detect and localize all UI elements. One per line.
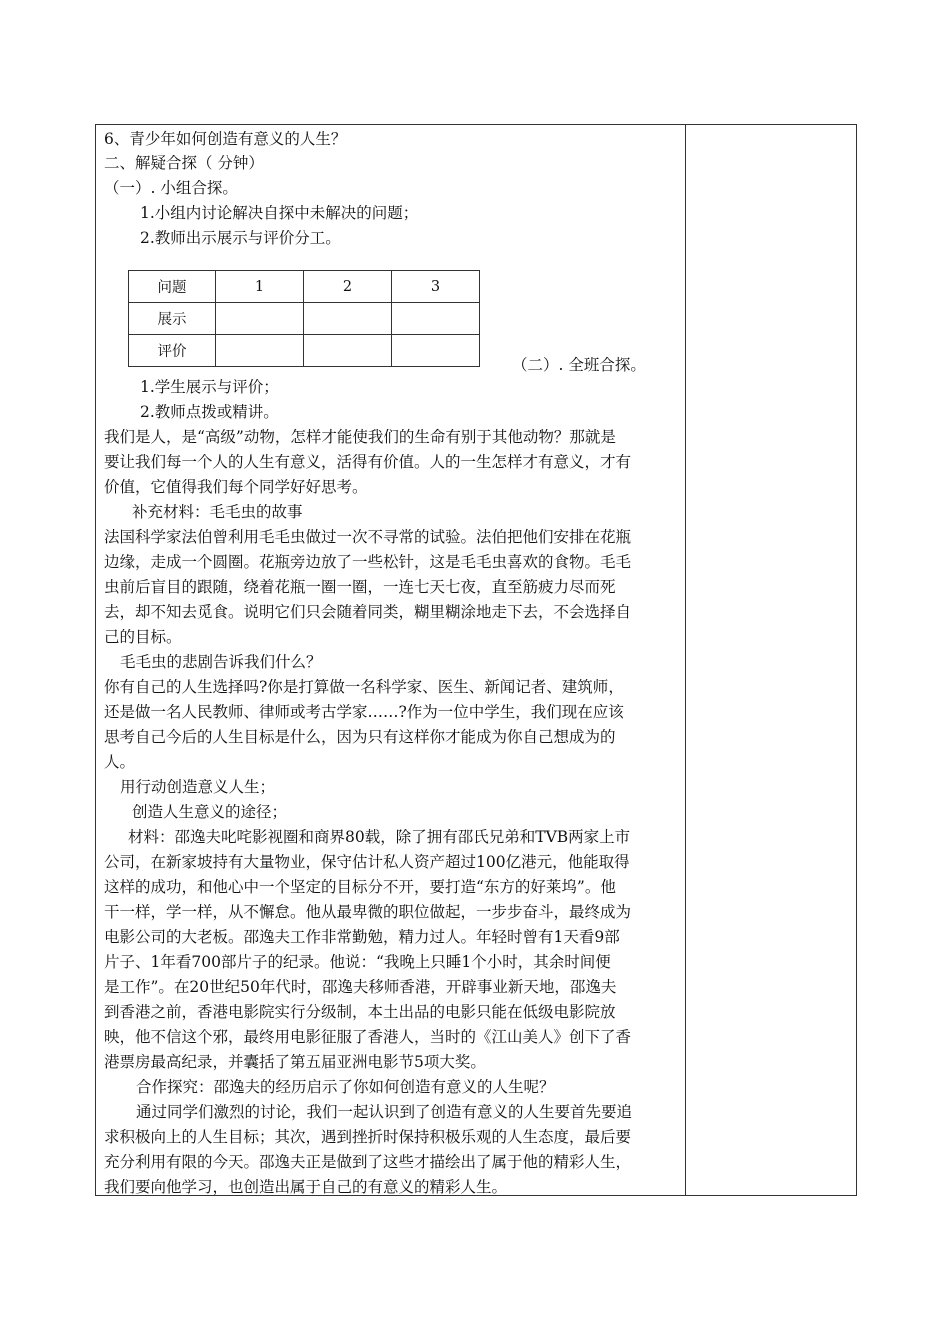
table-cell — [304, 335, 392, 367]
paragraph-line: 要让我们每一个人的人生有意义，活得有价值。人的一生怎样才有意义，才有 — [104, 453, 632, 471]
table-header-row — [129, 271, 480, 303]
table-header-cell: 1 — [216, 271, 304, 303]
paragraph-line: 到香港之前，香港电影院实行分级制，本土出品的电影只能在低级电影院放 — [104, 1003, 616, 1021]
paragraph-line: 港票房最高纪录，并囊括了第五届亚洲电影节5项大奖。 — [104, 1053, 486, 1071]
section-2-heading: 二、解疑合探（ 分钟） — [104, 154, 264, 172]
paragraph-line: 边缘，走成一个圆圈。花瓶旁边放了一些松针，这是毛毛虫喜欢的食物。毛毛 — [104, 553, 632, 571]
paragraph-line: 通过同学们激烈的讨论，我们一起认识到了创造有意义的人生要首先要追 — [136, 1103, 633, 1121]
paragraph-line: 法国科学家法伯曾利用毛毛虫做过一次不寻常的试验。法伯把他们安排在花瓶 — [104, 528, 632, 546]
paragraph-line: 片子、1年看700部片子的纪录。他说：“我晚上只睡1个小时，其余时间便 — [104, 953, 611, 971]
supplement-heading: 补充材料：毛毛虫的故事 — [132, 503, 303, 521]
paragraph-line: 思考自己今后的人生目标是什么，因为只有这样你才能成为你自己想成为的 — [104, 728, 616, 746]
approach-heading: 创造人生意义的途径； — [132, 803, 288, 821]
paragraph-line: 虫前后盲目的跟随，绕着花瓶一圈一圈，一连七天七夜，直至筋疲力尽而死 — [104, 578, 616, 596]
table-cell — [216, 335, 304, 367]
table-row-label: 展示 — [129, 303, 216, 335]
paragraph-line: 人。 — [104, 753, 136, 771]
paragraph-line: 干一样，学一样，从不懈怠。他从最卑微的职位做起，一步步奋斗，最终成为 — [104, 903, 632, 921]
table-cell — [216, 303, 304, 335]
cooperative-inquiry: 合作探究：邵逸夫的经历启示了你如何创造有意义的人生呢？ — [136, 1078, 555, 1096]
table-header-cell: 3 — [392, 271, 480, 303]
paragraph-line: 还是做一名人民教师、律师或考古学家……?作为一位中学生，我们现在应该 — [104, 703, 624, 721]
paragraph-line: 是工作”。在20世纪50年代时，邵逸夫移师香港，开辟事业新天地，邵逸夫 — [104, 978, 617, 996]
table-header-cell: 问题 — [129, 271, 216, 303]
step-b: 2.教师点拨或精讲。 — [140, 403, 279, 421]
paragraph-line: 电影公司的大老板。邵逸夫工作非常勤勉，精力过人。年轻时曾有1天看9部 — [104, 928, 620, 946]
paragraph-line: 价值，它值得我们每个同学好好思考。 — [104, 478, 368, 496]
table-header-cell: 2 — [304, 271, 392, 303]
paragraph-line: 映，他不信这个邪，最终用电影征服了香港人，当时的《江山美人》创下了香 — [104, 1028, 632, 1046]
paragraph-line: 充分利用有限的今天。邵逸夫正是做到了这些才描绘出了属于他的精彩人生， — [104, 1153, 632, 1171]
table-cell — [392, 335, 480, 367]
paragraph-line: 我们要向他学习，也创造出属于自己的有意义的精彩人生。 — [104, 1178, 508, 1196]
assignment-table — [128, 270, 480, 367]
paragraph-line: 我们是人，是“高级”动物，怎样才能使我们的生命有别于其他动物？那就是 — [104, 428, 616, 446]
table-row — [129, 335, 480, 367]
paragraph-line: 这样的成功，和他心中一个坚定的目标分不开，要打造“东方的好莱坞”。他 — [104, 878, 616, 896]
column-divider — [685, 124, 686, 1196]
action-heading: 用行动创造意义人生； — [120, 778, 276, 796]
question-6: 6、青少年如何创造有意义的人生？ — [104, 130, 347, 148]
paragraph-line: 公司，在新家坡持有大量物业，保守估计私人资产超过100亿港元，他能取得 — [104, 853, 630, 871]
table-cell — [392, 303, 480, 335]
paragraph-line: 求积极向上的人生目标；其次，遇到挫折时保持积极乐观的人生态度，最后要 — [104, 1128, 632, 1146]
table-row-label: 评价 — [129, 335, 216, 367]
paragraph-line: 己的目标。 — [104, 628, 182, 646]
paragraph-line: 材料：邵逸夫叱咤影视圈和商界80载，除了拥有邵氏兄弟和TVB两家上市 — [128, 828, 631, 846]
caterpillar-question: 毛毛虫的悲剧告诉我们什么？ — [120, 653, 322, 671]
table-cell — [304, 303, 392, 335]
subsection-group-heading: （一）. 小组合探。 — [104, 179, 238, 197]
table-row — [129, 303, 480, 335]
whole-class-heading: （二）. 全班合探。 — [512, 356, 646, 374]
step-2: 2.教师出示展示与评价分工。 — [140, 229, 341, 247]
paragraph-line: 你有自己的人生选择吗?你是打算做一名科学家、医生、新闻记者、建筑师， — [104, 678, 624, 696]
step-a: 1.学生展示与评价； — [140, 378, 279, 396]
paragraph-line: 去，却不知去觅食。说明它们只会随着同类，糊里糊涂地走下去，不会选择自 — [104, 603, 632, 621]
step-1: 1.小组内讨论解决自探中未解决的问题； — [140, 204, 419, 222]
